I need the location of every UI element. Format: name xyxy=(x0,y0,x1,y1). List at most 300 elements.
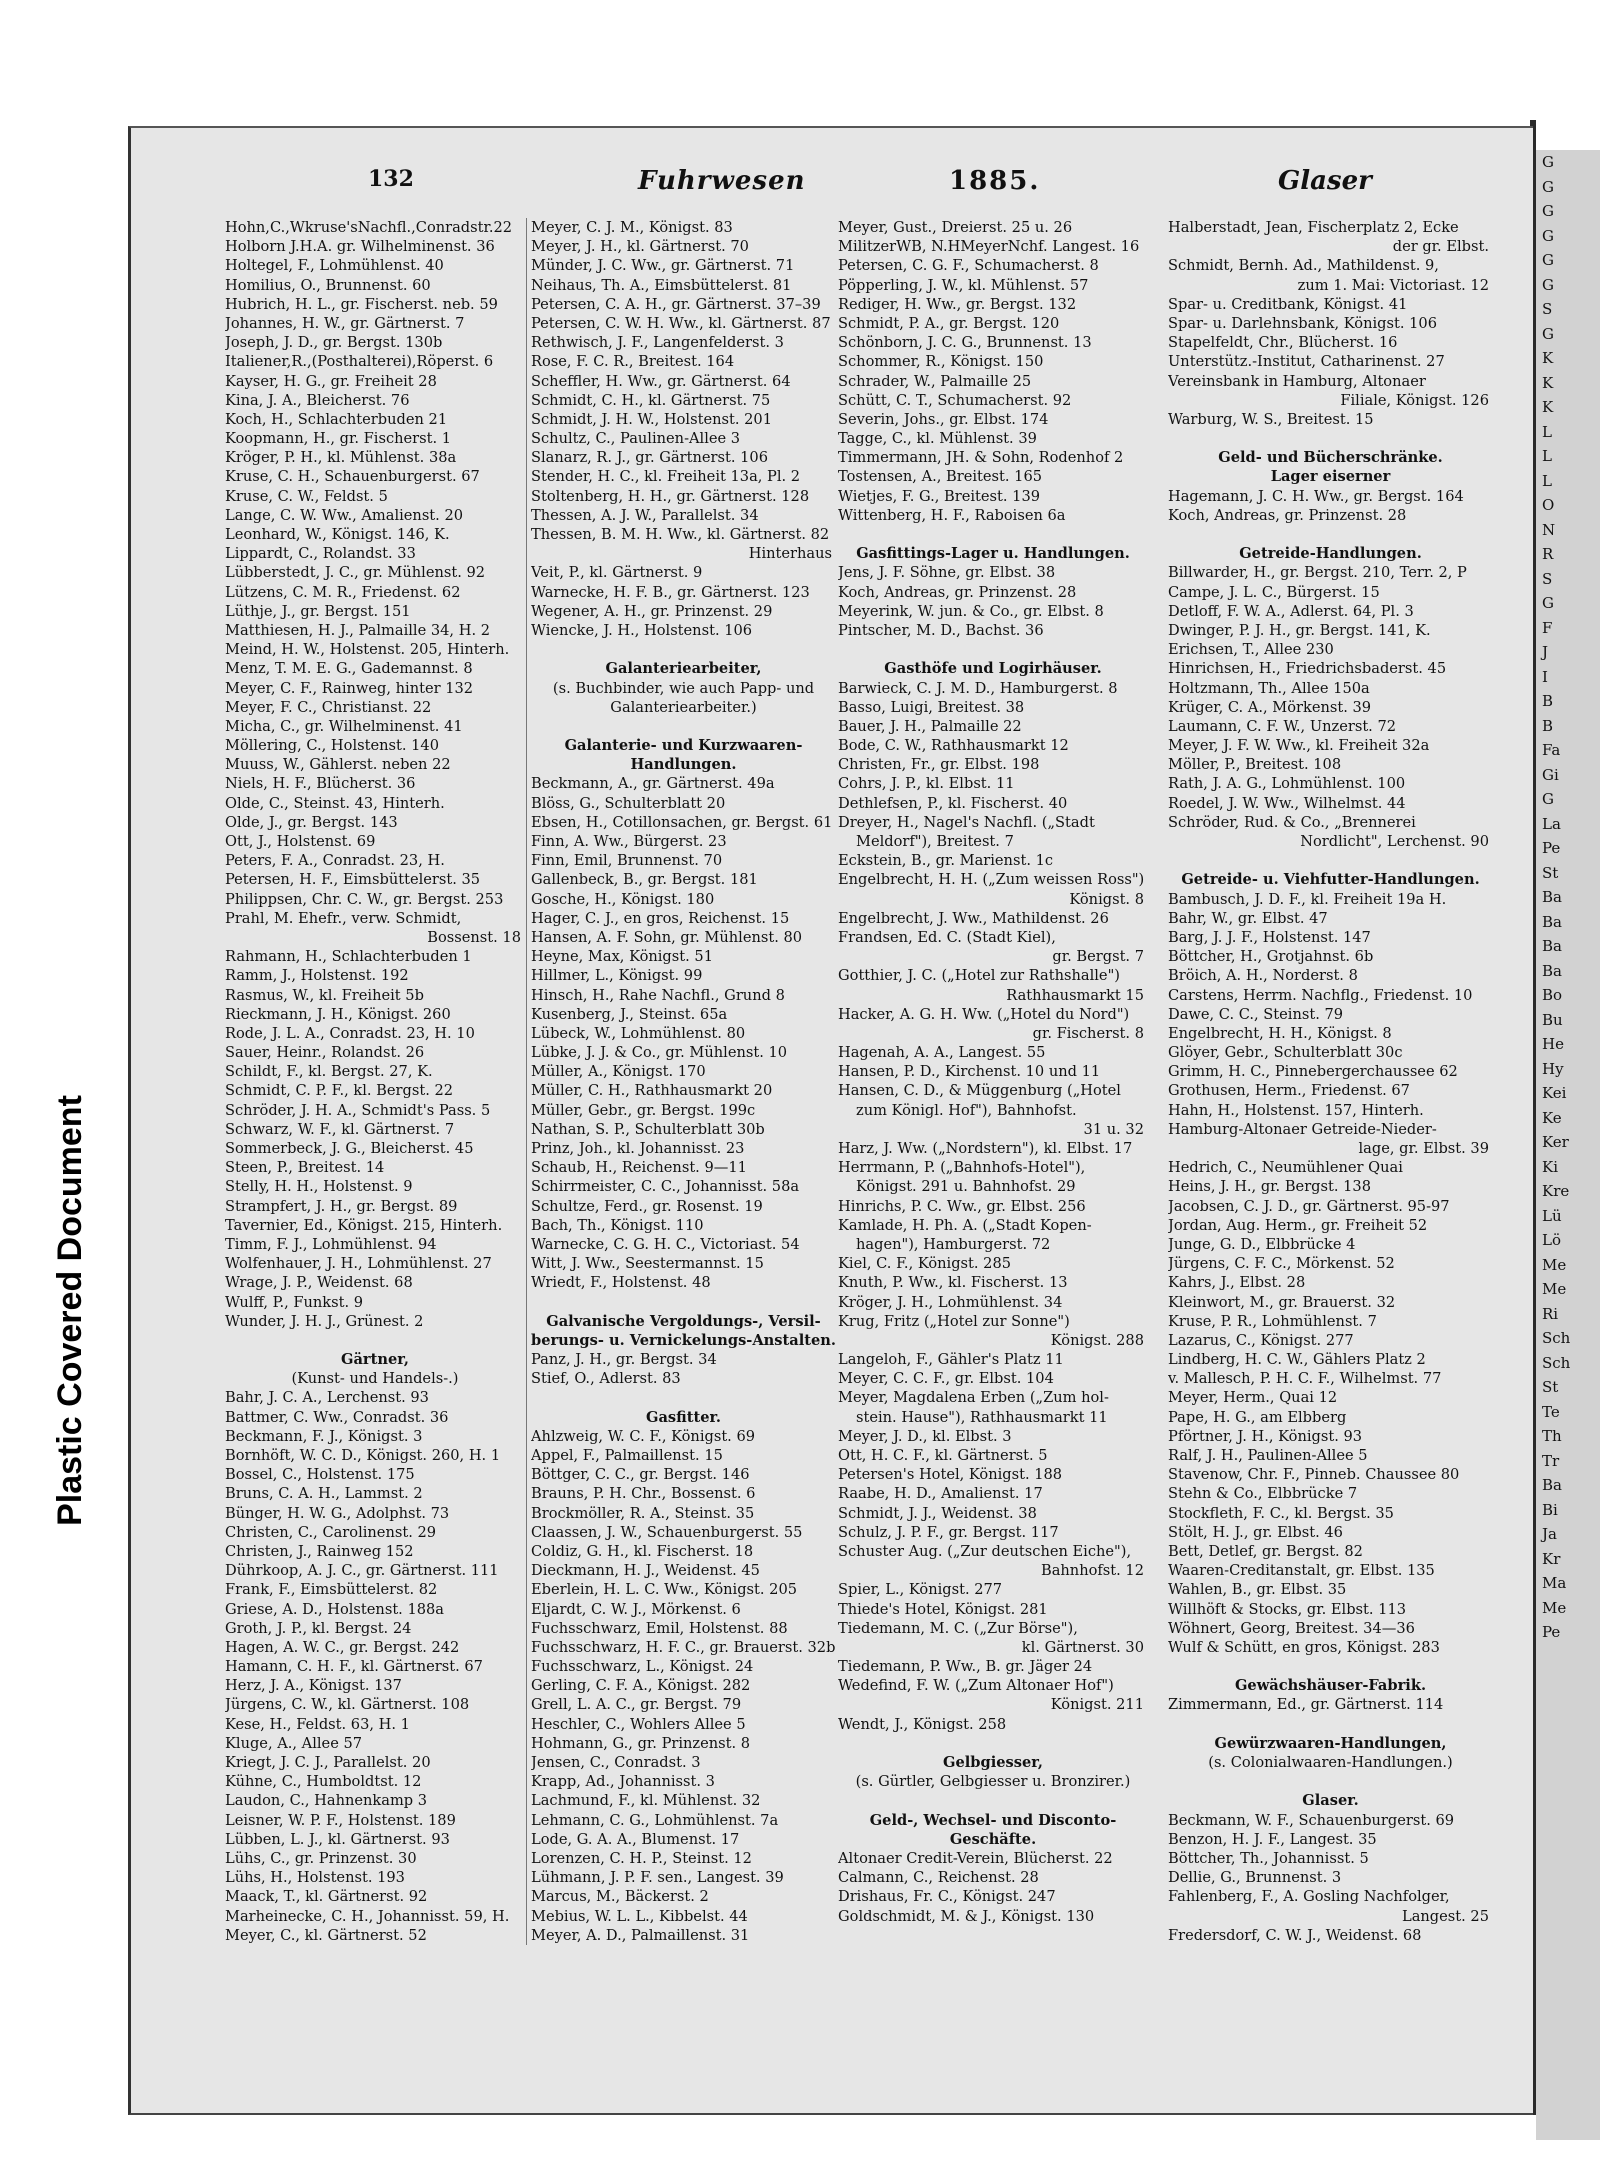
section-heading: Gasfitter. xyxy=(646,1408,721,1426)
section-heading: Gelbgiesser, xyxy=(943,1754,1043,1771)
directory-entry: Veit, P., kl. Gärtnerst. 9 xyxy=(531,564,703,582)
adjacent-page-fragment: Pe xyxy=(1542,1623,1561,1641)
directory-entry: Dührkoop, A. J. C., gr. Gärtnerst. 111 xyxy=(225,1562,499,1580)
directory-entry: Finn, A. Ww., Bürgerst. 23 xyxy=(531,833,727,850)
directory-entry: Schmidt, C. P. F., kl. Bergst. 22 xyxy=(225,1082,454,1100)
directory-entry: stein. Hause"), Rathhausmarkt 11 xyxy=(856,1408,1108,1426)
section-heading: Handlungen. xyxy=(630,756,737,774)
directory-entry: Leonhard, W., Königst. 146, K. xyxy=(225,526,450,543)
adjacent-page-fragment: Sch xyxy=(1542,1353,1571,1372)
directory-entry: Petersen, C. G. F., Schumacherst. 8 xyxy=(838,257,1099,275)
adjacent-page-fragment: G xyxy=(1542,275,1554,294)
directory-entry: Lindberg, H. C. W., Gählers Platz 2 xyxy=(1168,1351,1426,1369)
directory-entry: Meyerink, W. jun. & Co., gr. Elbst. 8 xyxy=(838,602,1104,620)
directory-entry: Wahlen, B., gr. Elbst. 35 xyxy=(1168,1581,1347,1599)
spacer xyxy=(838,1791,1148,1810)
directory-entry: Goldschmidt, M. & J., Königst. 130 xyxy=(838,1907,1095,1925)
adjacent-page-fragment: K xyxy=(1542,398,1554,416)
directory-entry: Peters, F. A., Conradst. 23, H. xyxy=(225,852,445,870)
directory-entry: Kriegt, J. C. J., Parallelst. 20 xyxy=(225,1754,431,1771)
directory-entry: Grell, L. A. C., gr. Bergst. 79 xyxy=(531,1696,742,1714)
adjacent-page-fragment: K xyxy=(1542,349,1554,367)
directory-entry: Heyne, Max, Königst. 51 xyxy=(531,948,713,966)
directory-entry: Wrage, J. P., Weidenst. 68 xyxy=(225,1274,413,1292)
directory-entry: Nathan, S. P., Schulterblatt 30b xyxy=(531,1120,765,1138)
directory-entry: Niels, H. F., Blücherst. 36 xyxy=(225,775,416,793)
directory-entry: Lübeck, W., Lohmühlenst. 80 xyxy=(531,1024,746,1042)
directory-entry: Engelbrecht, H. H., Königst. 8 xyxy=(1168,1024,1392,1042)
directory-entry: Rathhausmarkt 15 xyxy=(1006,986,1144,1004)
directory-entry: Hedrich, C., Neumühlener Quai xyxy=(1168,1159,1403,1177)
adjacent-page-fragment: G xyxy=(1542,177,1554,196)
adjacent-page-fragment: G xyxy=(1542,251,1554,269)
directory-entry: Pape, H. G., am Elbberg xyxy=(1168,1408,1347,1426)
directory-entry: Knuth, P. Ww., kl. Fischerst. 13 xyxy=(838,1274,1068,1292)
directory-entry: der gr. Elbst. xyxy=(1392,238,1489,256)
directory-entry: (s. Buchbinder, wie auch Papp- und xyxy=(552,679,815,697)
adjacent-page-fragment: B xyxy=(1542,692,1554,710)
directory-entry: Christen, J., Rainweg 152 xyxy=(225,1542,414,1560)
directory-entry: Olde, J., gr. Bergst. 143 xyxy=(225,813,398,831)
adjacent-page-fragment: N xyxy=(1542,520,1556,539)
directory-entry: Stapelfeldt, Chr., Blücherst. 16 xyxy=(1168,334,1398,352)
directory-entry: Kiel, C. F., Königst. 285 xyxy=(838,1255,1012,1273)
directory-entry: Roedel, J. W. Ww., Wilhelmst. 44 xyxy=(1168,794,1406,812)
adjacent-page-fragment: Ba xyxy=(1542,1476,1562,1494)
directory-entry: (s. Gürtler, Gelbgiesser u. Bronzirer.) xyxy=(855,1773,1131,1791)
directory-entry: Schultz, C., Paulinen-Allee 3 xyxy=(531,430,741,448)
directory-entry: kl. Gärtnerst. 30 xyxy=(1021,1638,1144,1656)
directory-entry: Bünger, H. W. G., Adolphst. 73 xyxy=(225,1504,450,1522)
directory-entry: Heins, J. H., gr. Bergst. 138 xyxy=(1168,1178,1371,1196)
directory-entry: Calmann, C., Reichenst. 28 xyxy=(838,1869,1039,1887)
directory-entry: Bossenst. 18 xyxy=(427,928,521,946)
directory-entry: Sommerbeck, J. G., Bleicherst. 45 xyxy=(225,1140,474,1157)
directory-entry: Herz, J. A., Königst. 137 xyxy=(225,1677,402,1695)
directory-entry: Kayser, H. G., gr. Freiheit 28 xyxy=(225,372,437,390)
spacer xyxy=(1168,1715,1493,1734)
section-title-left: Fuhrwesen xyxy=(638,166,806,196)
adjacent-page-fragment: Gi xyxy=(1542,765,1559,784)
directory-entry: Beckmann, W. F., Schauenburgerst. 69 xyxy=(1168,1811,1455,1829)
spacer xyxy=(1168,429,1493,448)
adjacent-page-fragment: Ki xyxy=(1542,1157,1559,1176)
directory-entry: Kruse, C. W., Feldst. 5 xyxy=(225,487,388,505)
directory-entry: Hinsch, H., Rahe Nachfl., Grund 8 xyxy=(531,986,785,1004)
directory-entry: Kusenberg, J., Steinst. 65a xyxy=(531,1005,728,1023)
section-title-right: Glaser xyxy=(1278,166,1372,196)
directory-entry: Dellie, G., Brunnenst. 3 xyxy=(1168,1869,1342,1887)
directory-entry: Dwinger, P. J. H., gr. Bergst. 141, K. xyxy=(1168,621,1431,639)
directory-entry: Coldiz, G. H., kl. Fischerst. 18 xyxy=(531,1542,754,1560)
directory-entry: Rethwisch, J. F., Langenfelderst. 3 xyxy=(531,334,784,352)
directory-entry: Meyer, Magdalena Erben („Zum hol- xyxy=(838,1389,1109,1407)
adjacent-page-fragment: Kre xyxy=(1542,1182,1570,1200)
directory-entry: Petersen, H. F., Eimsbüttelerst. 35 xyxy=(225,871,481,889)
directory-entry: Schmidt, J. J., Weidenst. 38 xyxy=(838,1504,1037,1522)
directory-entry: Königst. 288 xyxy=(1050,1331,1144,1349)
directory-entry: Koch, Andreas, gr. Prinzenst. 28 xyxy=(1168,506,1407,524)
directory-entry: Barwieck, C. J. M. D., Hamburgerst. 8 xyxy=(838,679,1118,697)
adjacent-page-fragment: Ja xyxy=(1542,1525,1557,1543)
adjacent-page-fragment: Hy xyxy=(1542,1059,1564,1078)
directory-entry: Neihaus, Th. A., Eimsbüttelerst. 81 xyxy=(531,276,792,294)
plastic-covered-text: Plastic Covered Document xyxy=(50,1094,89,1526)
adjacent-page-fragment: Sch xyxy=(1542,1329,1571,1347)
directory-entry: Witt, J. Ww., Seestermannst. 15 xyxy=(531,1255,764,1273)
adjacent-page-fragment: Ba xyxy=(1542,961,1562,980)
directory-entry: Schütt, C. T., Schumacherst. 92 xyxy=(838,391,1072,409)
directory-entry: Kleinwort, M., gr. Brauerst. 32 xyxy=(1168,1293,1396,1311)
directory-entry: Hagenah, A. A., Langest. 55 xyxy=(838,1044,1046,1062)
directory-entry: Münder, J. C. Ww., gr. Gärtnerst. 71 xyxy=(531,257,795,275)
adjacent-page-fragment: Me xyxy=(1542,1255,1567,1274)
adjacent-page-fragment: S xyxy=(1542,300,1553,318)
directory-entry: Hagen, A. W. C., gr. Bergst. 242 xyxy=(225,1638,460,1656)
directory-entry: Lühs, C., gr. Prinzenst. 30 xyxy=(225,1849,417,1867)
directory-entry: Jensen, C., Conradst. 3 xyxy=(531,1754,701,1771)
adjacent-page-fragment: Kr xyxy=(1542,1549,1561,1568)
directory-entry: 31 u. 32 xyxy=(1083,1120,1144,1138)
directory-entry: Jürgens, C. W., kl. Gärtnerst. 108 xyxy=(225,1696,470,1714)
adjacent-page-fragment: G xyxy=(1542,226,1554,245)
directory-entry: Eljardt, C. W. J., Mörkenst. 6 xyxy=(531,1600,741,1618)
directory-entry: Warnecke, H. F. B., gr. Gärtnerst. 123 xyxy=(531,583,810,601)
directory-entry: Laumann, C. F. W., Unzerst. 72 xyxy=(1168,717,1397,735)
directory-entry: gr. Fischerst. 8 xyxy=(1032,1024,1144,1042)
directory-entry: Mebius, W. L. L., Kibbelst. 44 xyxy=(531,1907,748,1925)
directory-entry: Joseph, J. D., gr. Bergst. 130b xyxy=(225,334,443,352)
directory-entry: Warnecke, C. G. H. C., Victoriast. 54 xyxy=(531,1235,800,1253)
spacer xyxy=(531,717,836,736)
directory-entry: Schildt, F., kl. Bergst. 27, K. xyxy=(225,1063,433,1081)
adjacent-page-fragment: O xyxy=(1542,496,1555,514)
directory-entry: Micha, C., gr. Wilhelminenst. 41 xyxy=(225,717,463,735)
directory-entry: Billwarder, H., gr. Bergst. 210, Terr. 2, P xyxy=(1168,564,1467,582)
directory-entry: Finn, Emil, Brunnenst. 70 xyxy=(531,852,723,870)
directory-entry: Vereinsbank in Hamburg, Altonaer xyxy=(1168,372,1426,390)
directory-entry: Bossel, C., Holstenst. 175 xyxy=(225,1466,415,1484)
directory-entry: v. Mallesch, P. H. C. F., Wilhelmst. 77 xyxy=(1168,1370,1442,1388)
directory-entry: Gallenbeck, B., gr. Bergst. 181 xyxy=(531,871,758,889)
adjacent-page-fragment: Te xyxy=(1542,1402,1560,1421)
adjacent-page-fragment: K xyxy=(1542,373,1554,392)
directory-entry: Lehmann, C. G., Lohmühlenst. 7a xyxy=(531,1811,779,1829)
adjacent-page-fragment: R xyxy=(1542,545,1554,563)
directory-entry: zum Königl. Hof"), Bahnhofst. xyxy=(856,1101,1077,1119)
spacer xyxy=(1168,525,1493,544)
directory-entry: Krüger, C. A., Mörkenst. 39 xyxy=(1168,698,1372,716)
directory-entry: Holtegel, F., Lohmühlenst. 40 xyxy=(225,257,444,275)
directory-entry: Müller, Gebr., gr. Bergst. 199c xyxy=(531,1101,756,1119)
directory-entry: Pintscher, M. D., Bachst. 36 xyxy=(838,621,1044,639)
directory-entry: Beckmann, A., gr. Gärtnerst. 49a xyxy=(531,775,775,793)
directory-entry: Meind, H. W., Holstenst. 205, Hinterh. xyxy=(225,641,510,659)
directory-entry: Schmidt, P. A., gr. Bergst. 120 xyxy=(838,314,1060,332)
adjacent-page-fragment: Bo xyxy=(1542,986,1563,1004)
directory-entry: Jordan, Aug. Herm., gr. Freiheit 52 xyxy=(1168,1216,1428,1234)
column-1 xyxy=(225,218,525,1945)
directory-entry: Dieckmann, H. J., Weidenst. 45 xyxy=(531,1562,760,1580)
directory-entry: Kese, H., Feldst. 63, H. 1 xyxy=(225,1715,410,1733)
section-heading: Lager eiserner xyxy=(1270,468,1391,486)
directory-entry: Wolfenhauer, J. H., Lohmühlenst. 27 xyxy=(225,1255,492,1273)
adjacent-page-fragment: Bu xyxy=(1542,1010,1563,1029)
directory-entry: Meyer, C. C. F., gr. Elbst. 104 xyxy=(838,1370,1054,1388)
document-page xyxy=(128,126,1533,2115)
directory-entry: Krapp, Ad., Johannisst. 3 xyxy=(531,1773,715,1791)
directory-entry: Meldorf"), Breitest. 7 xyxy=(856,833,1014,850)
directory-entry: Dawe, C. C., Steinst. 79 xyxy=(1168,1005,1344,1023)
directory-entry: Möllering, C., Holstenst. 140 xyxy=(225,737,439,755)
directory-entry: Schröder, Rud. & Co., „Brennerei xyxy=(1168,813,1416,831)
directory-entry: Grothusen, Herm., Friedenst. 67 xyxy=(1168,1082,1410,1100)
directory-entry: Möller, P., Breitest. 108 xyxy=(1168,756,1342,774)
section-heading: Getreide-Handlungen. xyxy=(1239,545,1422,563)
directory-entry: Brockmöller, R. A., Steinst. 35 xyxy=(531,1504,755,1522)
directory-entry: Bode, C. W., Rathhausmarkt 12 xyxy=(838,737,1069,755)
directory-entry: Philippsen, Chr. C. W., gr. Bergst. 253 xyxy=(225,890,504,908)
directory-entry: Timmermann, JH. & Sohn, Rodenhof 2 xyxy=(838,449,1124,467)
directory-entry: Meyer, F. C., Christianst. 22 xyxy=(225,698,432,716)
directory-entry: Fahlenberg, F., A. Gosling Nachfolger, xyxy=(1168,1888,1450,1906)
directory-entry: Lübben, L. J., kl. Gärtnerst. 93 xyxy=(225,1830,450,1848)
directory-entry: Lützens, C. M. R., Friedenst. 62 xyxy=(225,583,461,601)
directory-entry: Eberlein, H. L. C. Ww., Königst. 205 xyxy=(531,1581,798,1599)
directory-entry: Detloff, F. W. A., Adlerst. 64, Pl. 3 xyxy=(1168,602,1414,620)
section-heading: Gärtner, xyxy=(341,1351,409,1369)
directory-entry: Kröger, J. H., Lohmühlenst. 34 xyxy=(838,1293,1063,1311)
adjacent-page-edge xyxy=(1536,150,1600,2140)
directory-entry: Heschler, C., Wohlers Allee 5 xyxy=(531,1715,746,1733)
directory-entry: Böttcher, H., Grotjahnst. 6b xyxy=(1168,948,1374,966)
directory-entry: Wulf & Schütt, en gros, Königst. 283 xyxy=(1168,1638,1440,1656)
directory-entry: Königst. 8 xyxy=(1069,890,1144,908)
adjacent-page-fragment: Me xyxy=(1542,1598,1567,1617)
directory-entry: Ebsen, H., Cotillonsachen, gr. Bergst. 61 xyxy=(531,813,833,831)
spacer xyxy=(1168,1657,1493,1676)
column-3 xyxy=(838,218,1148,1926)
directory-entry: Wittenberg, H. F., Raboisen 6a xyxy=(838,506,1066,524)
directory-entry: Pöpperling, J. W., kl. Mühlenst. 57 xyxy=(838,276,1089,294)
directory-entry: Petersen, C. W. H. Ww., kl. Gärtnerst. 87 xyxy=(531,314,831,332)
directory-entry: Wietjes, F. G., Breitest. 139 xyxy=(838,487,1041,505)
adjacent-page-fragment: Ri xyxy=(1542,1304,1559,1323)
directory-entry: Schommer, R., Königst. 150 xyxy=(838,353,1044,371)
directory-entry: Koopmann, H., gr. Fischerst. 1 xyxy=(225,430,452,448)
directory-entry: Rediger, H. Ww., gr. Bergst. 132 xyxy=(838,295,1077,313)
directory-entry: Harz, J. Ww. („Nordstern"), kl. Elbst. 17 xyxy=(838,1140,1133,1157)
directory-entry: Tostensen, A., Breitest. 165 xyxy=(838,468,1043,486)
directory-entry: Gerling, C. F. A., Königst. 282 xyxy=(531,1677,751,1695)
directory-entry: Jürgens, C. F. C., Mörkenst. 52 xyxy=(1168,1255,1395,1273)
directory-entry: Hagemann, J. C. H. Ww., gr. Bergst. 164 xyxy=(1168,487,1464,505)
directory-entry: Laudon, C., Hahnenkamp 3 xyxy=(225,1792,428,1810)
spacer xyxy=(1168,851,1493,870)
directory-entry: (s. Colonialwaaren-Handlungen.) xyxy=(1208,1754,1453,1771)
directory-entry: Matthiesen, H. J., Palmaille 34, H. 2 xyxy=(225,621,491,639)
directory-entry: MilitzerWB, N.HMeyerNchf. Langest. 16 xyxy=(838,238,1140,256)
directory-entry: Engelbrecht, J. Ww., Mathildenst. 26 xyxy=(838,909,1109,927)
directory-entry: Wiencke, J. H., Holstenst. 106 xyxy=(531,621,753,639)
directory-entry: Rath, J. A. G., Lohmühlenst. 100 xyxy=(1168,775,1406,793)
directory-entry: Langeloh, F., Gähler's Platz 11 xyxy=(838,1351,1064,1369)
directory-entry: Lüthje, J., gr. Bergst. 151 xyxy=(225,602,411,620)
directory-entry: Johannes, H. W., gr. Gärtnerst. 7 xyxy=(225,314,465,332)
directory-entry: Schwarz, W. F., kl. Gärtnerst. 7 xyxy=(225,1120,455,1138)
directory-entry: Hansen, P. D., Kirchenst. 10 und 11 xyxy=(838,1063,1101,1081)
directory-entry: Drishaus, Fr. C., Königst. 247 xyxy=(838,1888,1056,1906)
adjacent-page-fragment: Th xyxy=(1542,1427,1562,1445)
directory-entry: Rieckmann, J. H., Königst. 260 xyxy=(225,1005,451,1023)
directory-entry: Kamlade, H. Ph. A. („Stadt Kopen- xyxy=(838,1216,1092,1234)
adjacent-page-fragment: Ker xyxy=(1542,1133,1569,1151)
directory-entry: Hinrichs, P. C. Ww., gr. Elbst. 256 xyxy=(838,1197,1086,1215)
directory-entry: Lachmund, F., kl. Mühlenst. 32 xyxy=(531,1792,761,1810)
directory-entry: Stölt, H. J., gr. Elbst. 46 xyxy=(1168,1523,1343,1541)
directory-entry: Beckmann, F. J., Königst. 3 xyxy=(225,1427,423,1445)
directory-entry: Glöyer, Gebr., Schulterblatt 30c xyxy=(1168,1044,1403,1062)
directory-entry: Ramm, J., Holstenst. 192 xyxy=(225,967,409,985)
directory-entry: Meyer, C., kl. Gärtnerst. 52 xyxy=(225,1926,427,1944)
adjacent-page-fragment: Lö xyxy=(1542,1231,1561,1249)
directory-entry: Kina, J. A., Bleicherst. 76 xyxy=(225,391,410,409)
plastic-covered-label xyxy=(20,960,120,1660)
directory-entry: Herrmann, P. („Bahnhofs-Hotel"), xyxy=(838,1159,1086,1177)
directory-entry: Wendt, J., Königst. 258 xyxy=(838,1715,1007,1733)
directory-entry: Rahmann, H., Schlachterbuden 1 xyxy=(225,948,472,966)
directory-entry: Brauns, P. H. Chr., Bossenst. 6 xyxy=(531,1485,756,1503)
adjacent-page-fragment: J xyxy=(1542,643,1549,661)
directory-entry: Spar- u. Creditbank, Königst. 41 xyxy=(1168,295,1408,313)
directory-entry: Stender, H. C., kl. Freiheit 13a, Pl. 2 xyxy=(531,468,801,486)
directory-entry: zum 1. Mai: Victoriast. 12 xyxy=(1297,276,1489,294)
adjacent-page-fragment: I xyxy=(1542,667,1548,686)
directory-entry: Waaren-Creditanstalt, gr. Elbst. 135 xyxy=(1168,1562,1435,1580)
directory-entry: Kühne, C., Humboldtst. 12 xyxy=(225,1773,422,1791)
directory-entry: Stief, O., Adlerst. 83 xyxy=(531,1370,681,1388)
directory-entry: Hubrich, H. L., gr. Fischerst. neb. 59 xyxy=(225,295,498,313)
directory-entry: Tiedemann, P. Ww., B. gr. Jäger 24 xyxy=(838,1658,1093,1676)
directory-entry: Wulff, P., Funkst. 9 xyxy=(225,1293,364,1311)
directory-entry: Dreyer, H., Nagel's Nachfl. („Stadt xyxy=(838,813,1095,831)
directory-entry: Zimmermann, Ed., gr. Gärtnerst. 114 xyxy=(1168,1696,1444,1714)
adjacent-page-fragment: L xyxy=(1542,422,1552,441)
directory-entry: Muuss, W., Gählerst. neben 22 xyxy=(225,756,451,774)
directory-entry: Bornhöft, W. C. D., Königst. 260, H. 1 xyxy=(225,1447,501,1464)
spacer xyxy=(225,1331,525,1350)
directory-entry: Lübke, J. J. & Co., gr. Mühlenst. 10 xyxy=(531,1044,788,1062)
directory-entry: Altonaer Credit-Verein, Blücherst. 22 xyxy=(838,1849,1113,1867)
directory-entry: Hamann, C. H. F., kl. Gärtnerst. 67 xyxy=(225,1658,483,1676)
directory-entry: Battmer, C. Ww., Conradst. 36 xyxy=(225,1408,449,1426)
directory-entry: Gotthier, J. C. („Hotel zur Rathshalle") xyxy=(838,967,1120,985)
directory-entry: Eckstein, B., gr. Marienst. 1c xyxy=(838,852,1054,870)
directory-entry: Jens, J. F. Söhne, gr. Elbst. 38 xyxy=(838,564,1056,582)
directory-entry: Claassen, J. W., Schauenburgerst. 55 xyxy=(531,1523,803,1541)
directory-entry: Hohmann, G., gr. Prinzenst. 8 xyxy=(531,1734,751,1752)
directory-entry: Carstens, Herrm. Nachflg., Friedenst. 10 xyxy=(1168,986,1473,1004)
directory-entry: Koch, H., Schlachterbuden 21 xyxy=(225,410,448,428)
directory-entry: Meyer, C. F., Rainweg, hinter 132 xyxy=(225,679,474,697)
directory-entry: Schröder, J. H. A., Schmidt's Pass. 5 xyxy=(225,1101,491,1119)
directory-entry: Thessen, B. M. H. Ww., kl. Gärtnerst. 82 xyxy=(531,526,830,543)
directory-entry: Appel, F., Palmaillenst. 15 xyxy=(531,1447,723,1464)
directory-entry: Homilius, O., Brunnenst. 60 xyxy=(225,276,431,294)
adjacent-page-fragment: La xyxy=(1542,814,1561,833)
adjacent-page-fragment: B xyxy=(1542,716,1554,735)
directory-entry: Tavernier, Ed., Königst. 215, Hinterh. xyxy=(225,1216,503,1234)
directory-entry: Wunder, J. H. J., Grünest. 2 xyxy=(225,1312,424,1330)
directory-entry: Schrader, W., Palmaille 25 xyxy=(838,372,1032,390)
section-heading: Gasthöfe und Logirhäuser. xyxy=(884,660,1102,678)
directory-entry: Unterstütz.-Institut, Catharinenst. 27 xyxy=(1168,353,1445,371)
directory-entry: Strampfert, J. H., gr. Bergst. 89 xyxy=(225,1197,458,1215)
spacer xyxy=(531,1388,836,1407)
directory-entry: Schultze, Ferd., gr. Rosenst. 19 xyxy=(531,1197,763,1215)
directory-entry: Hansen, A. F. Sohn, gr. Mühlenst. 80 xyxy=(531,928,803,946)
directory-entry: Lühs, H., Holstenst. 193 xyxy=(225,1869,405,1887)
directory-entry: Meyer, C. J. M., Königst. 83 xyxy=(531,219,733,236)
directory-entry: Timm, F. J., Lohmühlenst. 94 xyxy=(225,1235,437,1253)
directory-entry: Hohn,C.,Wkruse'sNachfl.,Conradstr.22 xyxy=(225,219,513,236)
directory-entry: Stehn & Co., Elbbrücke 7 xyxy=(1168,1485,1358,1503)
directory-entry: Prinz, Joh., kl. Johannisst. 23 xyxy=(531,1140,745,1157)
adjacent-page-fragment: L xyxy=(1542,447,1552,465)
directory-entry: Bruns, C. A. H., Lammst. 2 xyxy=(225,1485,423,1503)
directory-entry: Meyer, J. F. W. Ww., kl. Freiheit 32a xyxy=(1168,737,1430,755)
directory-entry: Wöhnert, Georg, Breitest. 34—36 xyxy=(1168,1619,1415,1637)
directory-entry: Stockfleth, F. C., kl. Bergst. 35 xyxy=(1168,1504,1394,1522)
directory-entry: Ahlzweig, W. C. F., Königst. 69 xyxy=(531,1427,756,1445)
directory-entry: Koch, Andreas, gr. Prinzenst. 28 xyxy=(838,583,1077,601)
directory-entry: Campe, J. L. C., Bürgerst. 15 xyxy=(1168,583,1380,601)
adjacent-page-fragment: Ma xyxy=(1542,1574,1567,1592)
section-heading: berungs- u. Vernickelungs-Anstalten. xyxy=(531,1331,836,1349)
directory-entry: Schönborn, J. C. G., Brunnenst. 13 xyxy=(838,334,1092,352)
directory-entry: Fuchsschwarz, Emil, Holstenst. 88 xyxy=(531,1619,788,1637)
directory-entry: Stelly, H. H., Holstenst. 9 xyxy=(225,1178,413,1196)
page-number: 132 xyxy=(368,166,414,192)
directory-entry: Rose, F. C. R., Breitest. 164 xyxy=(531,353,735,371)
adjacent-page-fragment: Ba xyxy=(1542,912,1562,931)
directory-entry: Ott, H. C. F., kl. Gärtnerst. 5 xyxy=(838,1447,1048,1464)
directory-entry: Hacker, A. G. H. Ww. („Hotel du Nord") xyxy=(838,1005,1130,1023)
directory-entry: Schuster Aug. („Zur deutschen Eiche"), xyxy=(838,1542,1132,1560)
directory-entry: Pförtner, J. H., Königst. 93 xyxy=(1168,1427,1363,1445)
spacer xyxy=(838,1734,1148,1753)
section-heading: Geld-, Wechsel- und Disconto- xyxy=(869,1811,1117,1829)
spacer xyxy=(531,1293,836,1312)
adjacent-page-fragment: G xyxy=(1542,324,1554,343)
directory-entry: Halberstadt, Jean, Fischerplatz 2, Ecke xyxy=(1168,219,1459,236)
directory-entry: Petersen, C. A. H., gr. Gärtnerst. 37–39 xyxy=(531,295,821,313)
directory-entry: Hager, C. J., en gros, Reichenst. 15 xyxy=(531,909,790,927)
directory-entry: Frank, F., Eimsbüttelerst. 82 xyxy=(225,1581,438,1599)
directory-entry: Filiale, Königst. 126 xyxy=(1340,391,1489,409)
directory-entry: Krug, Fritz („Hotel zur Sonne") xyxy=(838,1312,1070,1330)
section-heading: Galanteriearbeiter, xyxy=(605,660,762,678)
spacer xyxy=(1168,1772,1493,1791)
directory-entry: Slanarz, R. J., gr. Gärtnerst. 106 xyxy=(531,449,768,467)
directory-entry: gr. Bergst. 7 xyxy=(1052,948,1144,966)
directory-entry: Müller, A., Königst. 170 xyxy=(531,1063,706,1081)
adjacent-page-fragment: St xyxy=(1542,863,1559,882)
directory-entry: Italiener,R.,(Posthalterei),Röperst. 6 xyxy=(225,353,494,371)
directory-entry: hagen"), Hamburgerst. 72 xyxy=(856,1235,1051,1253)
directory-entry: Benzon, H. J. F., Langest. 35 xyxy=(1168,1830,1377,1848)
adjacent-page-fragment: G xyxy=(1542,594,1554,612)
